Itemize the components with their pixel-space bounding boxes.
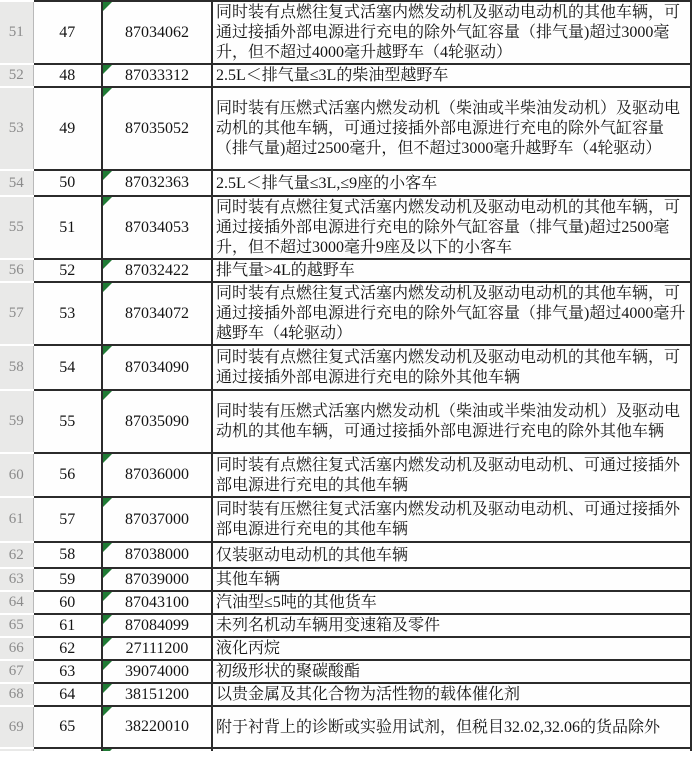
code-value: 38151200 (125, 685, 189, 703)
row-header-cell[interactable]: 64 (0, 591, 33, 614)
desc-cell[interactable]: 同时装有点燃往复式活塞内燃发动机及驱动电动机的其他车辆，可通过接插外部电源进行充电的除外气缸容量（排气量)超过2500毫升，但不超过3000毫升9座及以下的小客车 (212, 196, 691, 259)
seq-cell[interactable]: 52 (33, 259, 102, 282)
code-value: 87043100 (125, 593, 189, 611)
row-header-cell (0, 748, 33, 751)
row-header-cell[interactable]: 52 (0, 64, 33, 87)
code-cell[interactable] (102, 568, 212, 591)
code-value: 27111200 (125, 639, 189, 657)
table-row (0, 637, 691, 660)
number-stored-as-text-triangle-icon (103, 454, 112, 463)
code-value: 87035090 (125, 412, 189, 430)
number-stored-as-text-triangle-icon (103, 2, 112, 11)
number-stored-as-text-triangle-icon (103, 283, 112, 292)
seq-cell[interactable]: 53 (33, 282, 102, 345)
number-stored-as-text-triangle-icon (103, 615, 112, 624)
code-cell[interactable] (102, 170, 212, 196)
code-cell[interactable] (102, 614, 212, 637)
code-value: 87032422 (125, 261, 189, 279)
code-cell[interactable] (102, 453, 212, 497)
seq-cell[interactable]: 48 (33, 64, 102, 87)
desc-cell (212, 748, 691, 751)
code-cell[interactable] (102, 87, 212, 170)
number-stored-as-text-triangle-icon (103, 88, 112, 97)
table-row (0, 683, 691, 706)
table-row (0, 390, 691, 453)
desc-cell[interactable]: 初级形状的聚碳酸酯 (212, 660, 691, 683)
number-stored-as-text-triangle-icon (103, 707, 112, 716)
seq-cell (33, 748, 102, 751)
desc-cell[interactable]: 未列名机动车辆用变速箱及零件 (212, 614, 691, 637)
table-row (0, 591, 691, 614)
code-cell (102, 748, 212, 751)
row-header-cell[interactable]: 53 (0, 87, 33, 170)
desc-cell[interactable]: 同时装有点燃往复式活塞内燃发动机及驱动电动机的其他车辆，可通过接插外部电源进行充电的除外气缸容量（排气量)超过4000毫升越野车（4轮驱动） (212, 282, 691, 345)
row-header-cell[interactable]: 54 (0, 170, 33, 196)
seq-cell[interactable]: 62 (33, 637, 102, 660)
desc-cell[interactable]: 同时装有压燃往复式活塞内燃发动机及驱动电动机、可通过接插外部电源进行充电的其他车辆 (212, 497, 691, 542)
code-value: 39074000 (125, 662, 189, 680)
row-header-cell[interactable]: 51 (0, 1, 33, 64)
cut-off-next-row (0, 748, 691, 751)
table-row (0, 497, 691, 542)
seq-cell[interactable]: 55 (33, 390, 102, 453)
number-stored-as-text-triangle-icon (103, 638, 112, 647)
number-stored-as-text-triangle-icon (103, 498, 112, 507)
desc-cell[interactable]: 液化丙烷 (212, 637, 691, 660)
code-value: 87039000 (125, 570, 189, 588)
code-cell[interactable] (102, 282, 212, 345)
row-header-cell[interactable]: 67 (0, 660, 33, 683)
row-header-cell[interactable]: 60 (0, 453, 33, 497)
code-cell[interactable] (102, 683, 212, 706)
code-value: 87035052 (125, 119, 189, 137)
code-value: 87036000 (125, 466, 189, 483)
code-value: 87037000 (125, 510, 189, 528)
seq-cell[interactable]: 58 (33, 542, 102, 568)
number-stored-as-text-triangle-icon (103, 543, 112, 552)
row-header-cell[interactable]: 65 (0, 614, 33, 637)
seq-cell[interactable]: 60 (33, 591, 102, 614)
number-stored-as-text-triangle-icon (103, 569, 112, 578)
seq-cell[interactable]: 50 (33, 170, 102, 196)
table-row (0, 1, 691, 64)
code-cell[interactable] (102, 1, 212, 64)
row-header-cell[interactable]: 59 (0, 390, 33, 453)
code-value: 87032363 (125, 174, 189, 191)
number-stored-as-text-triangle-icon (103, 391, 112, 400)
seq-cell[interactable]: 59 (33, 568, 102, 591)
table-row (0, 345, 691, 390)
row-header-cell[interactable]: 56 (0, 259, 33, 282)
desc-cell[interactable]: 同时装有压燃式活塞内燃发动机（柴油或半柴油发动机）及驱动电动机的其他车辆，可通过接插外部电源进行充电的除外其他车辆 (212, 390, 691, 453)
row-header-cell[interactable]: 55 (0, 196, 33, 259)
desc-cell[interactable]: 排气量>4L的越野车 (212, 259, 691, 282)
desc-cell[interactable]: 同时装有点燃往复式活塞内燃发动机及驱动电动机的其他车辆，可通过接插外部电源进行充电的除外其他车辆 (212, 345, 691, 390)
desc-cell[interactable]: 同时装有压燃式活塞内燃发动机（柴油或半柴油发动机）及驱动电动机的其他车辆，可通过接插外部电源进行充电的除外气缸容量（排气量)超过2500毫升，但不超过3000毫升越野车（4轮驱动） (212, 87, 691, 170)
table-row (0, 568, 691, 591)
code-cell[interactable] (102, 660, 212, 683)
number-stored-as-text-triangle-icon (103, 65, 112, 74)
number-stored-as-text-triangle-icon (103, 171, 112, 180)
row-header-cell[interactable]: 62 (0, 542, 33, 568)
seq-cell[interactable]: 64 (33, 683, 102, 706)
seq-cell[interactable]: 63 (33, 660, 102, 683)
table-row (0, 170, 691, 196)
number-stored-as-text-triangle-icon (103, 684, 112, 693)
code-value: 87033312 (125, 66, 189, 84)
seq-cell[interactable]: 65 (33, 706, 102, 748)
table-row (0, 259, 691, 282)
desc-cell[interactable]: 附于衬背上的诊断或实验用试剂，但税目32.02,32.06的货品除外 (212, 706, 691, 748)
row-header-cell[interactable]: 69 (0, 706, 33, 748)
number-stored-as-text-triangle-icon (103, 346, 112, 355)
table-row (0, 542, 691, 568)
number-stored-as-text-triangle-icon (103, 592, 112, 601)
desc-cell[interactable]: 同时装有点燃往复式活塞内燃发动机及驱动电动机、可通过接插外部电源进行充电的其他车辆 (212, 453, 691, 497)
code-cell[interactable] (102, 542, 212, 568)
table-row (0, 87, 691, 170)
code-cell[interactable] (102, 497, 212, 542)
table-row (0, 660, 691, 683)
seq-cell[interactable]: 51 (33, 196, 102, 259)
row-header-cell[interactable]: 57 (0, 282, 33, 345)
seq-cell[interactable]: 49 (33, 87, 102, 170)
code-cell[interactable] (102, 345, 212, 390)
number-stored-as-text-triangle-icon (103, 260, 112, 269)
table-row (0, 196, 691, 259)
code-cell[interactable] (102, 390, 212, 453)
table-row (0, 614, 691, 637)
code-value: 87034062 (125, 23, 189, 41)
number-stored-as-text-triangle-icon (103, 661, 112, 670)
desc-cell[interactable]: 仅装驱动电动机的其他车辆 (212, 542, 691, 568)
desc-cell[interactable]: 其他车辆 (212, 568, 691, 591)
code-value: 87084099 (125, 616, 189, 634)
code-cell[interactable] (102, 64, 212, 87)
table-row (0, 64, 691, 87)
code-value: 87038000 (125, 546, 189, 563)
row-header-cell[interactable]: 68 (0, 683, 33, 706)
seq-cell[interactable]: 56 (33, 453, 102, 497)
number-stored-as-text-triangle-icon (103, 197, 112, 206)
number-stored-as-text-triangle-icon (103, 749, 112, 751)
row-header-cell[interactable]: 61 (0, 497, 33, 542)
desc-cell[interactable]: 2.5L＜排气量≤3L,≤9座的小客车 (212, 170, 691, 196)
code-value: 87034090 (125, 358, 189, 376)
desc-cell[interactable]: 汽油型≤5吨的其他货车 (212, 591, 691, 614)
seq-cell[interactable]: 57 (33, 497, 102, 542)
code-cell[interactable] (102, 637, 212, 660)
row-header-cell[interactable]: 63 (0, 568, 33, 591)
code-cell[interactable] (102, 706, 212, 748)
table-row (0, 453, 691, 497)
row-header-cell[interactable]: 66 (0, 637, 33, 660)
table-row (0, 282, 691, 345)
code-value: 87034072 (125, 304, 189, 322)
table-row (0, 706, 691, 748)
row-header-cell[interactable]: 58 (0, 345, 33, 390)
desc-cell[interactable]: 以贵金属及其化合物为活性物的载体催化剂 (212, 683, 691, 706)
code-value: 87034053 (125, 218, 189, 236)
seq-cell[interactable]: 61 (33, 614, 102, 637)
code-cell[interactable] (102, 196, 212, 259)
code-value: 38220010 (125, 718, 189, 735)
desc-cell[interactable]: 同时装有点燃往复式活塞内燃发动机及驱动电动机的其他车辆，可通过接插外部电源进行充电的除外气缸容量（排气量)超过3000毫升，但不超过4000毫升越野车（4轮驱动） (212, 1, 691, 64)
code-cell[interactable] (102, 591, 212, 614)
seq-cell[interactable]: 54 (33, 345, 102, 390)
seq-cell[interactable]: 47 (33, 1, 102, 64)
code-cell[interactable] (102, 259, 212, 282)
desc-cell[interactable]: 2.5L＜排气量≤3L的柴油型越野车 (212, 64, 691, 87)
